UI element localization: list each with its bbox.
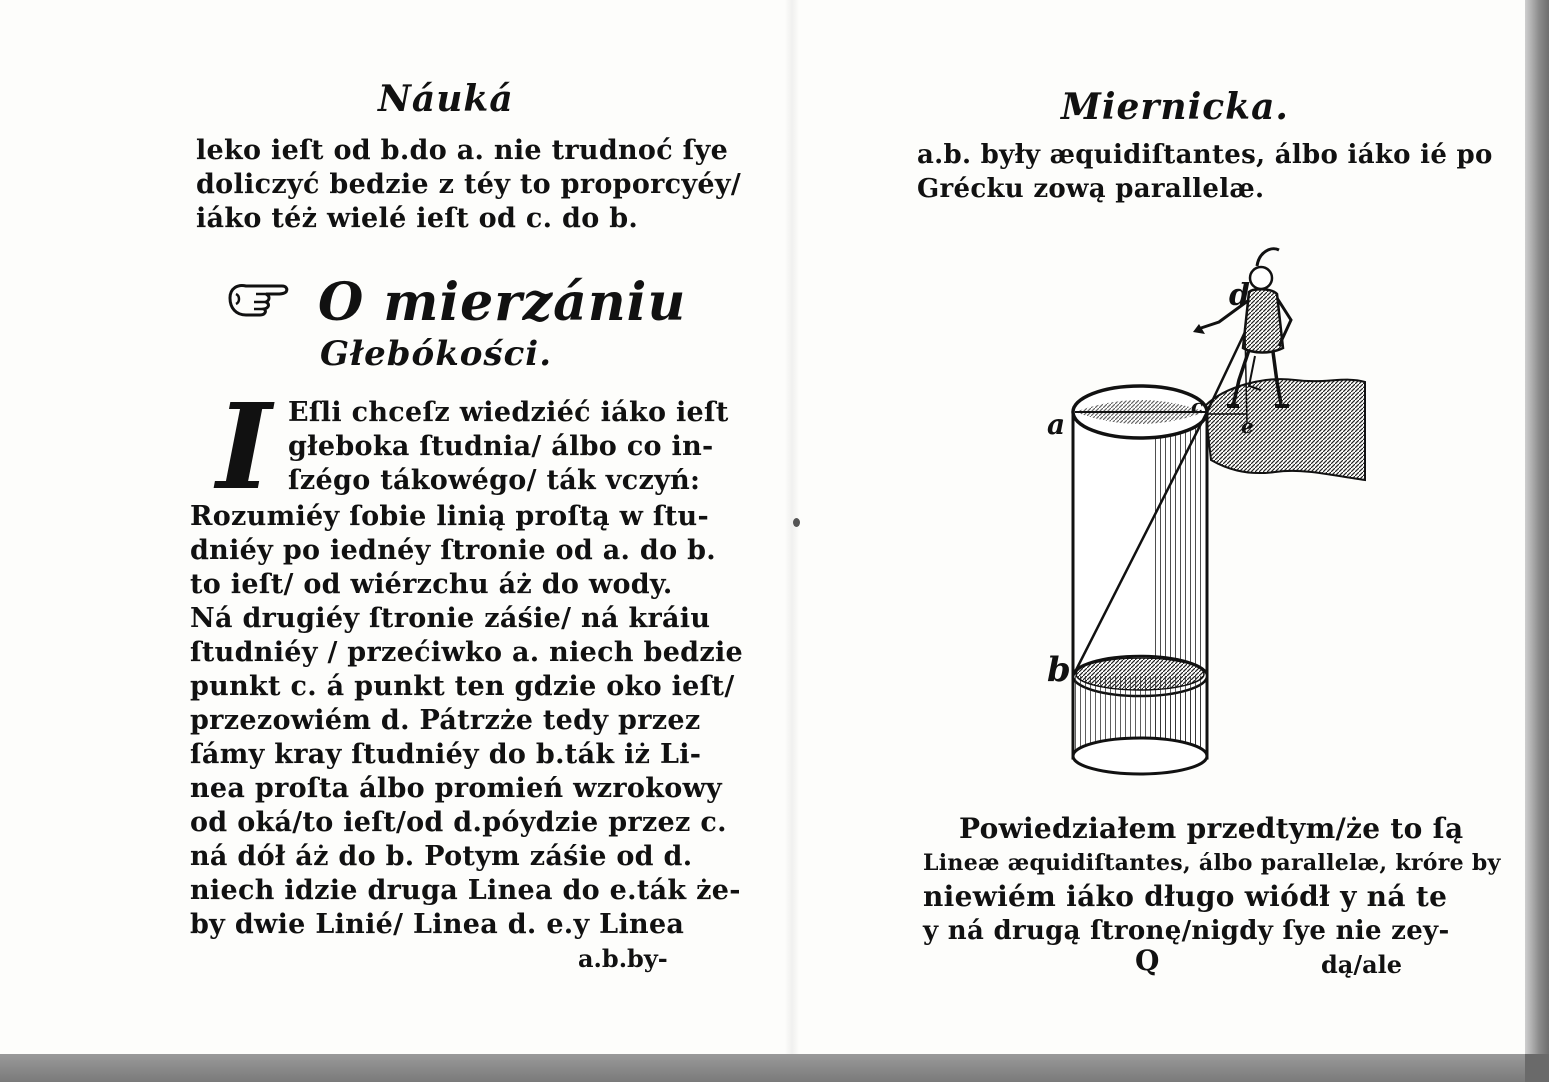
section-subheading: Głebókości.: [320, 334, 553, 374]
scan-border-bottom: [0, 1054, 1549, 1082]
body-line-6: to ieſt/ od wiérzchu áż do wody.: [190, 569, 673, 600]
top-line-1: a.b. były æquidiſtantes, álbo iáko ié po: [917, 140, 1493, 170]
drop-cap: I: [216, 377, 272, 516]
catchword-left: a.b.by-: [578, 944, 668, 973]
figure-label-b: b: [1047, 650, 1071, 690]
intro-line-3: iáko téż wielé ieſt od c. do b.: [196, 203, 639, 234]
well-measuring-woodcut: [1035, 236, 1375, 776]
right-page: [799, 0, 1525, 1054]
body-line-11: ſámy kray ſtudniéy do b.ták iż Li-: [190, 739, 702, 770]
bottom-line-1: Powiedziałem przedtym/że to ſą: [959, 812, 1464, 845]
bottom-line-4: y ná drugą ſtronę/nigdy ſye nie zey-: [923, 916, 1450, 946]
body-line-1: Eſli chceſz wiedziéć iáko ieſt: [288, 397, 729, 428]
signature-mark: Q: [1135, 944, 1160, 977]
figure-label-a: a: [1047, 408, 1066, 441]
manicule-icon: [226, 276, 290, 320]
body-line-3: ſzégo tákowégo/ ták vczyń:: [288, 465, 701, 496]
body-line-10: przezowiém d. Pátrzże tedy przez: [190, 705, 701, 736]
body-line-14: ná dół áż do b. Potym záśie od d.: [190, 841, 693, 872]
body-line-16: by dwie Linié/ Linea d. e.y Linea: [190, 909, 685, 940]
book-gutter: [785, 0, 799, 1054]
bottom-line-3: niewiém iáko długo wiódł y ná te: [923, 880, 1448, 913]
running-head-left: Náuká: [378, 78, 514, 120]
running-head-right: Miernicka.: [1061, 86, 1289, 128]
catchword-right: dą/ale: [1321, 950, 1403, 979]
left-page: [0, 0, 785, 1054]
body-line-5: dniéy po iednéy ſtronie od a. do b.: [190, 535, 716, 566]
body-line-15: niech idzie druga Linea do e.ták że-: [190, 875, 741, 906]
top-line-2: Grécku zową parallelæ.: [917, 174, 1265, 204]
body-line-13: od oká/to ieſt/od d.póydzie przez c.: [190, 807, 727, 838]
body-line-8: ſtudniéy / przećiwko a. niech bedzie: [190, 637, 744, 668]
intro-line-2: doliczyć bedzie z téy to proporcyéy/: [196, 169, 742, 200]
figure-label-d: d: [1229, 278, 1250, 313]
figure-label-c: c: [1191, 394, 1204, 418]
section-heading: O mierzániu: [318, 272, 687, 333]
scan-border-corner: [1525, 1054, 1549, 1082]
body-line-4: Rozumiéy ſobie linią proſtą w ſtu-: [190, 501, 709, 532]
scan-border-right: [1525, 0, 1549, 1082]
body-line-12: nea proſta álbo promień wzrokowy: [190, 773, 723, 804]
intro-line-1: leko ieſt od b.do a. nie trudnoć ſye: [196, 135, 729, 166]
figure-label-e: e: [1241, 414, 1254, 438]
body-line-7: Ná drugiéy ſtronie záśie/ ná kráiu: [190, 603, 711, 634]
bottom-line-2: Lineæ æquidiſtantes, álbo parallelæ, króre by: [923, 850, 1501, 876]
body-line-2: głeboka ſtudnia/ álbo co in-: [288, 431, 714, 462]
body-line-9: punkt c. á punkt ten gdzie oko ieſt/: [190, 671, 735, 702]
